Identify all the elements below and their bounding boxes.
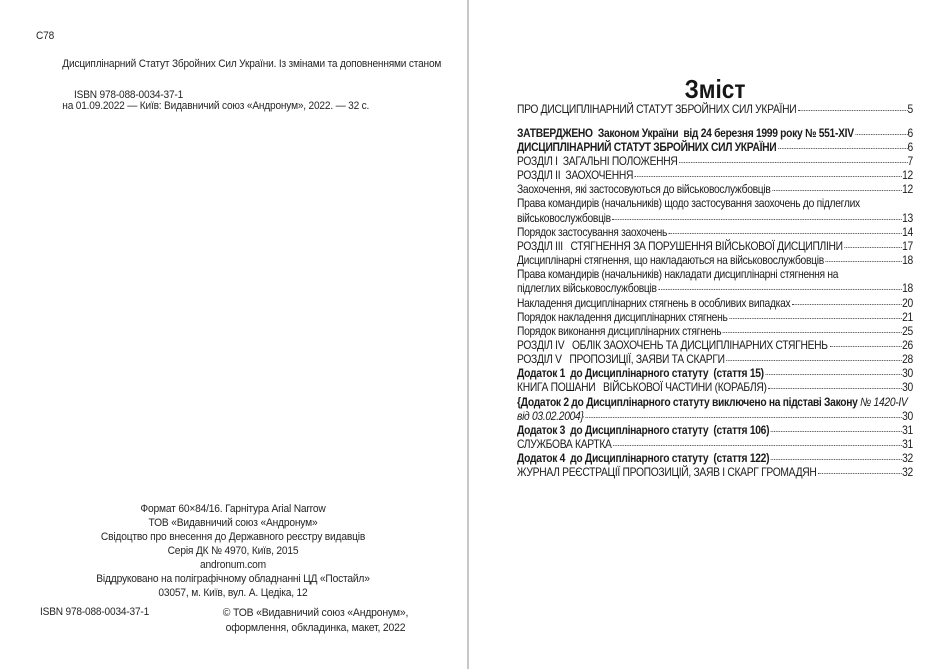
toc-entry-text: {Додаток 2 до Дисциплінарного статуту виключено на підставі Закону — [517, 394, 861, 409]
toc-page-number: 5 — [907, 102, 913, 116]
toc-page-number: 6 — [907, 139, 913, 154]
toc-entry-text: СЛУЖБОВА КАРТКА — [517, 437, 612, 452]
dot-leader — [679, 162, 907, 163]
toc-page-number: 28 — [902, 352, 913, 367]
dot-leader — [585, 417, 902, 418]
toc-entry-text: РОЗДІЛ V ПРОПОЗИЦІЇ, ЗАЯВИ ТА СКАРГИ — [517, 352, 725, 367]
toc-entry — [517, 310, 913, 324]
toc-entry-text: РОЗДІЛ I ЗАГАЛЬНІ ПОЛОЖЕННЯ — [517, 153, 678, 168]
toc-entry — [517, 196, 913, 210]
toc-entry — [517, 437, 913, 451]
toc-entry-text: Накладення дисциплінарних стягнень в особливих випадках — [517, 295, 791, 310]
dot-leader — [844, 247, 902, 248]
dot-leader — [766, 374, 903, 375]
toc-page-number: 31 — [902, 437, 913, 452]
isbn-top: ISBN 978-088-0034-37-1 — [74, 89, 184, 101]
toc-page-number: 18 — [902, 281, 913, 296]
toc-entry — [517, 182, 913, 196]
dot-leader — [635, 176, 902, 177]
toc-page-number: 32 — [902, 451, 913, 466]
toc-entry — [517, 281, 913, 295]
isbn-bottom: ISBN 978-088-0034-37-1 — [40, 606, 150, 618]
dot-leader — [729, 318, 902, 319]
toc-page-number: 6 — [907, 125, 913, 140]
imprint-line: 03057, м. Київ, вул. А. Цедіка, 12 — [158, 587, 308, 599]
dot-leader — [818, 473, 902, 474]
toc-entry-text: Додаток 1 до Дисциплінарного статуту (стаття 15) — [517, 366, 764, 381]
toc-entry — [517, 451, 913, 465]
toc-page-number: 17 — [902, 238, 913, 253]
toc-page-number: 30 — [902, 380, 913, 395]
toc-entry-text: Заохочення, які застосовуються до військовослужбовців — [517, 182, 771, 197]
toc-page-number: 21 — [902, 309, 913, 324]
dot-leader — [768, 388, 902, 389]
toc-entry-text: Порядок застосування заохочень — [517, 224, 668, 239]
toc-entry-text: ЖУРНАЛ РЕЄСТРАЦІЇ ПРОПОЗИЦІЙ, ЗАЯВ І СКАРГ ГРОМАДЯН — [517, 465, 817, 480]
dot-leader — [829, 346, 902, 347]
toc-entry-text: КНИГА ПОШАНИ ВІЙСЬКОВОЇ ЧАСТИНИ (КОРАБЛЯ) — [517, 380, 767, 395]
imprint-line: Формат 60×84/16. Гарнітура Arial Narrow — [140, 503, 326, 515]
toc-entry — [517, 267, 913, 281]
bibliographic-line: на 01.09.2022 — Київ: Видавничий союз «Андронум», 2022. — 32 с. — [62, 100, 370, 112]
dot-leader — [771, 459, 902, 460]
toc-entry-text: РОЗДІЛ II ЗАОХОЧЕННЯ — [517, 168, 634, 183]
imprint-line: ТОВ «Видавничий союз «Андронум» — [148, 517, 318, 529]
dot-leader — [778, 148, 907, 149]
toc-entry — [517, 395, 913, 409]
toc-page-number: 12 — [902, 168, 913, 183]
dot-leader — [826, 261, 903, 262]
toc-page-number: 18 — [902, 253, 913, 268]
toc-entry — [517, 423, 913, 437]
toc-page-number: 14 — [902, 224, 913, 239]
dot-leader — [658, 289, 902, 290]
toc-entry-text: ДИСЦИПЛІНАРНИЙ СТАТУТ ЗБРОЙНИХ СИЛ УКРАЇНИ — [517, 139, 777, 154]
toc-title: Зміст — [684, 74, 746, 104]
toc-entry-text: ПРО ДИСЦИПЛІНАРНИЙ СТАТУТ ЗБРОЙНИХ СИЛ УКРАЇНИ — [517, 102, 797, 116]
toc-entry — [517, 239, 913, 253]
toc-entry-text: Додаток 4 до Дисциплінарного статуту (стаття 122) — [517, 451, 770, 466]
toc-entry-text: № 1420-IV — [860, 394, 908, 409]
publisher-website: andronum.com — [199, 559, 267, 571]
toc-entry — [517, 225, 913, 239]
toc-entry — [517, 366, 913, 380]
toc-entry-text: РОЗДІЛ III СТЯГНЕННЯ ЗА ПОРУШЕННЯ ВІЙСЬКОВОЇ ДИСЦИПЛІНИ — [517, 238, 843, 253]
toc-entry-text: Порядок накладення дисциплінарних стягнень — [517, 309, 728, 324]
imprint-line: Віддруковано на поліграфічному обладнанні ЦД «Постайл» — [96, 573, 370, 585]
toc-entry-text: ЗАТВЕРДЖЕНО Законом України від 24 березня 1999 року № 551-XIV — [517, 125, 854, 140]
toc-entry-text: підлеглих військовослужбовців — [517, 281, 657, 296]
dot-leader — [669, 233, 902, 234]
toc-page-number: 30 — [902, 408, 913, 423]
toc-entry — [517, 380, 913, 394]
dot-leader — [726, 360, 902, 361]
toc-entry-text: Права командирів (начальників) накладати дисциплінарні стягнення на — [517, 267, 839, 282]
toc-entry — [517, 102, 913, 116]
dot-leader — [772, 190, 902, 191]
toc-page-number: 20 — [902, 295, 913, 310]
toc-page-number: 25 — [902, 323, 913, 338]
dot-leader — [613, 219, 903, 220]
toc-page-number: 30 — [902, 366, 913, 381]
toc-entry-text: Додаток 3 до Дисциплінарного статуту (стаття 106) — [517, 422, 770, 437]
toc-page-number: 32 — [902, 465, 913, 480]
toc-entry — [517, 253, 913, 267]
copyright-line: оформлення, обкладинка, макет, 2022 — [225, 622, 406, 634]
toc-page-number: 12 — [902, 182, 913, 197]
toc-entry — [517, 140, 913, 154]
toc-entry — [517, 338, 913, 352]
toc-entry-text: військовослужбовців — [517, 210, 611, 225]
toc-page-number: 26 — [902, 338, 913, 352]
dot-leader — [792, 304, 902, 305]
toc-entry-text: від 03.02.2004} — [517, 408, 584, 423]
toc-entry-text: РОЗДІЛ IV ОБЛІК ЗАОХОЧЕНЬ ТА ДИСЦИПЛІНАРНИХ СТЯГНЕНЬ — [517, 338, 828, 352]
imprint-line: Серія ДК № 4970, Київ, 2015 — [167, 545, 299, 557]
catalog-code: С78 — [36, 30, 55, 42]
toc-entry — [517, 211, 913, 225]
toc-entry — [517, 465, 913, 479]
dot-leader — [798, 110, 908, 111]
dot-leader — [613, 445, 902, 446]
copyright-line: © ТОВ «Видавничий союз «Андронум», — [222, 607, 409, 619]
toc-page-number: 13 — [902, 210, 913, 225]
toc-entry — [517, 409, 913, 423]
bibliographic-line: Дисциплінарний Статут Збройних Сил України. Із змінами та доповненнями станом — [62, 58, 442, 70]
dot-leader — [723, 332, 902, 333]
toc-entry — [517, 296, 913, 310]
toc-entry-text: Права командирів (начальників) щодо застосування заохочень до підлеглих — [517, 196, 860, 211]
dot-leader — [771, 431, 902, 432]
toc-page-number: 7 — [907, 153, 913, 168]
toc-list — [517, 102, 913, 480]
toc-entry-text: Порядок виконання дисциплінарних стягнень — [517, 323, 722, 338]
toc-entry — [517, 352, 913, 366]
toc-entry — [517, 324, 913, 338]
dot-leader — [855, 134, 907, 135]
toc-entry — [517, 126, 913, 140]
toc-entry — [517, 154, 913, 168]
toc-entry — [517, 168, 913, 182]
toc-entry-text: Дисциплінарні стягнення, що накладаються на військовослужбовців — [517, 253, 824, 268]
toc-page-number: 31 — [902, 422, 913, 437]
imprint-line: Свідоцтво про внесення до Державного реєстру видавців — [100, 531, 366, 543]
